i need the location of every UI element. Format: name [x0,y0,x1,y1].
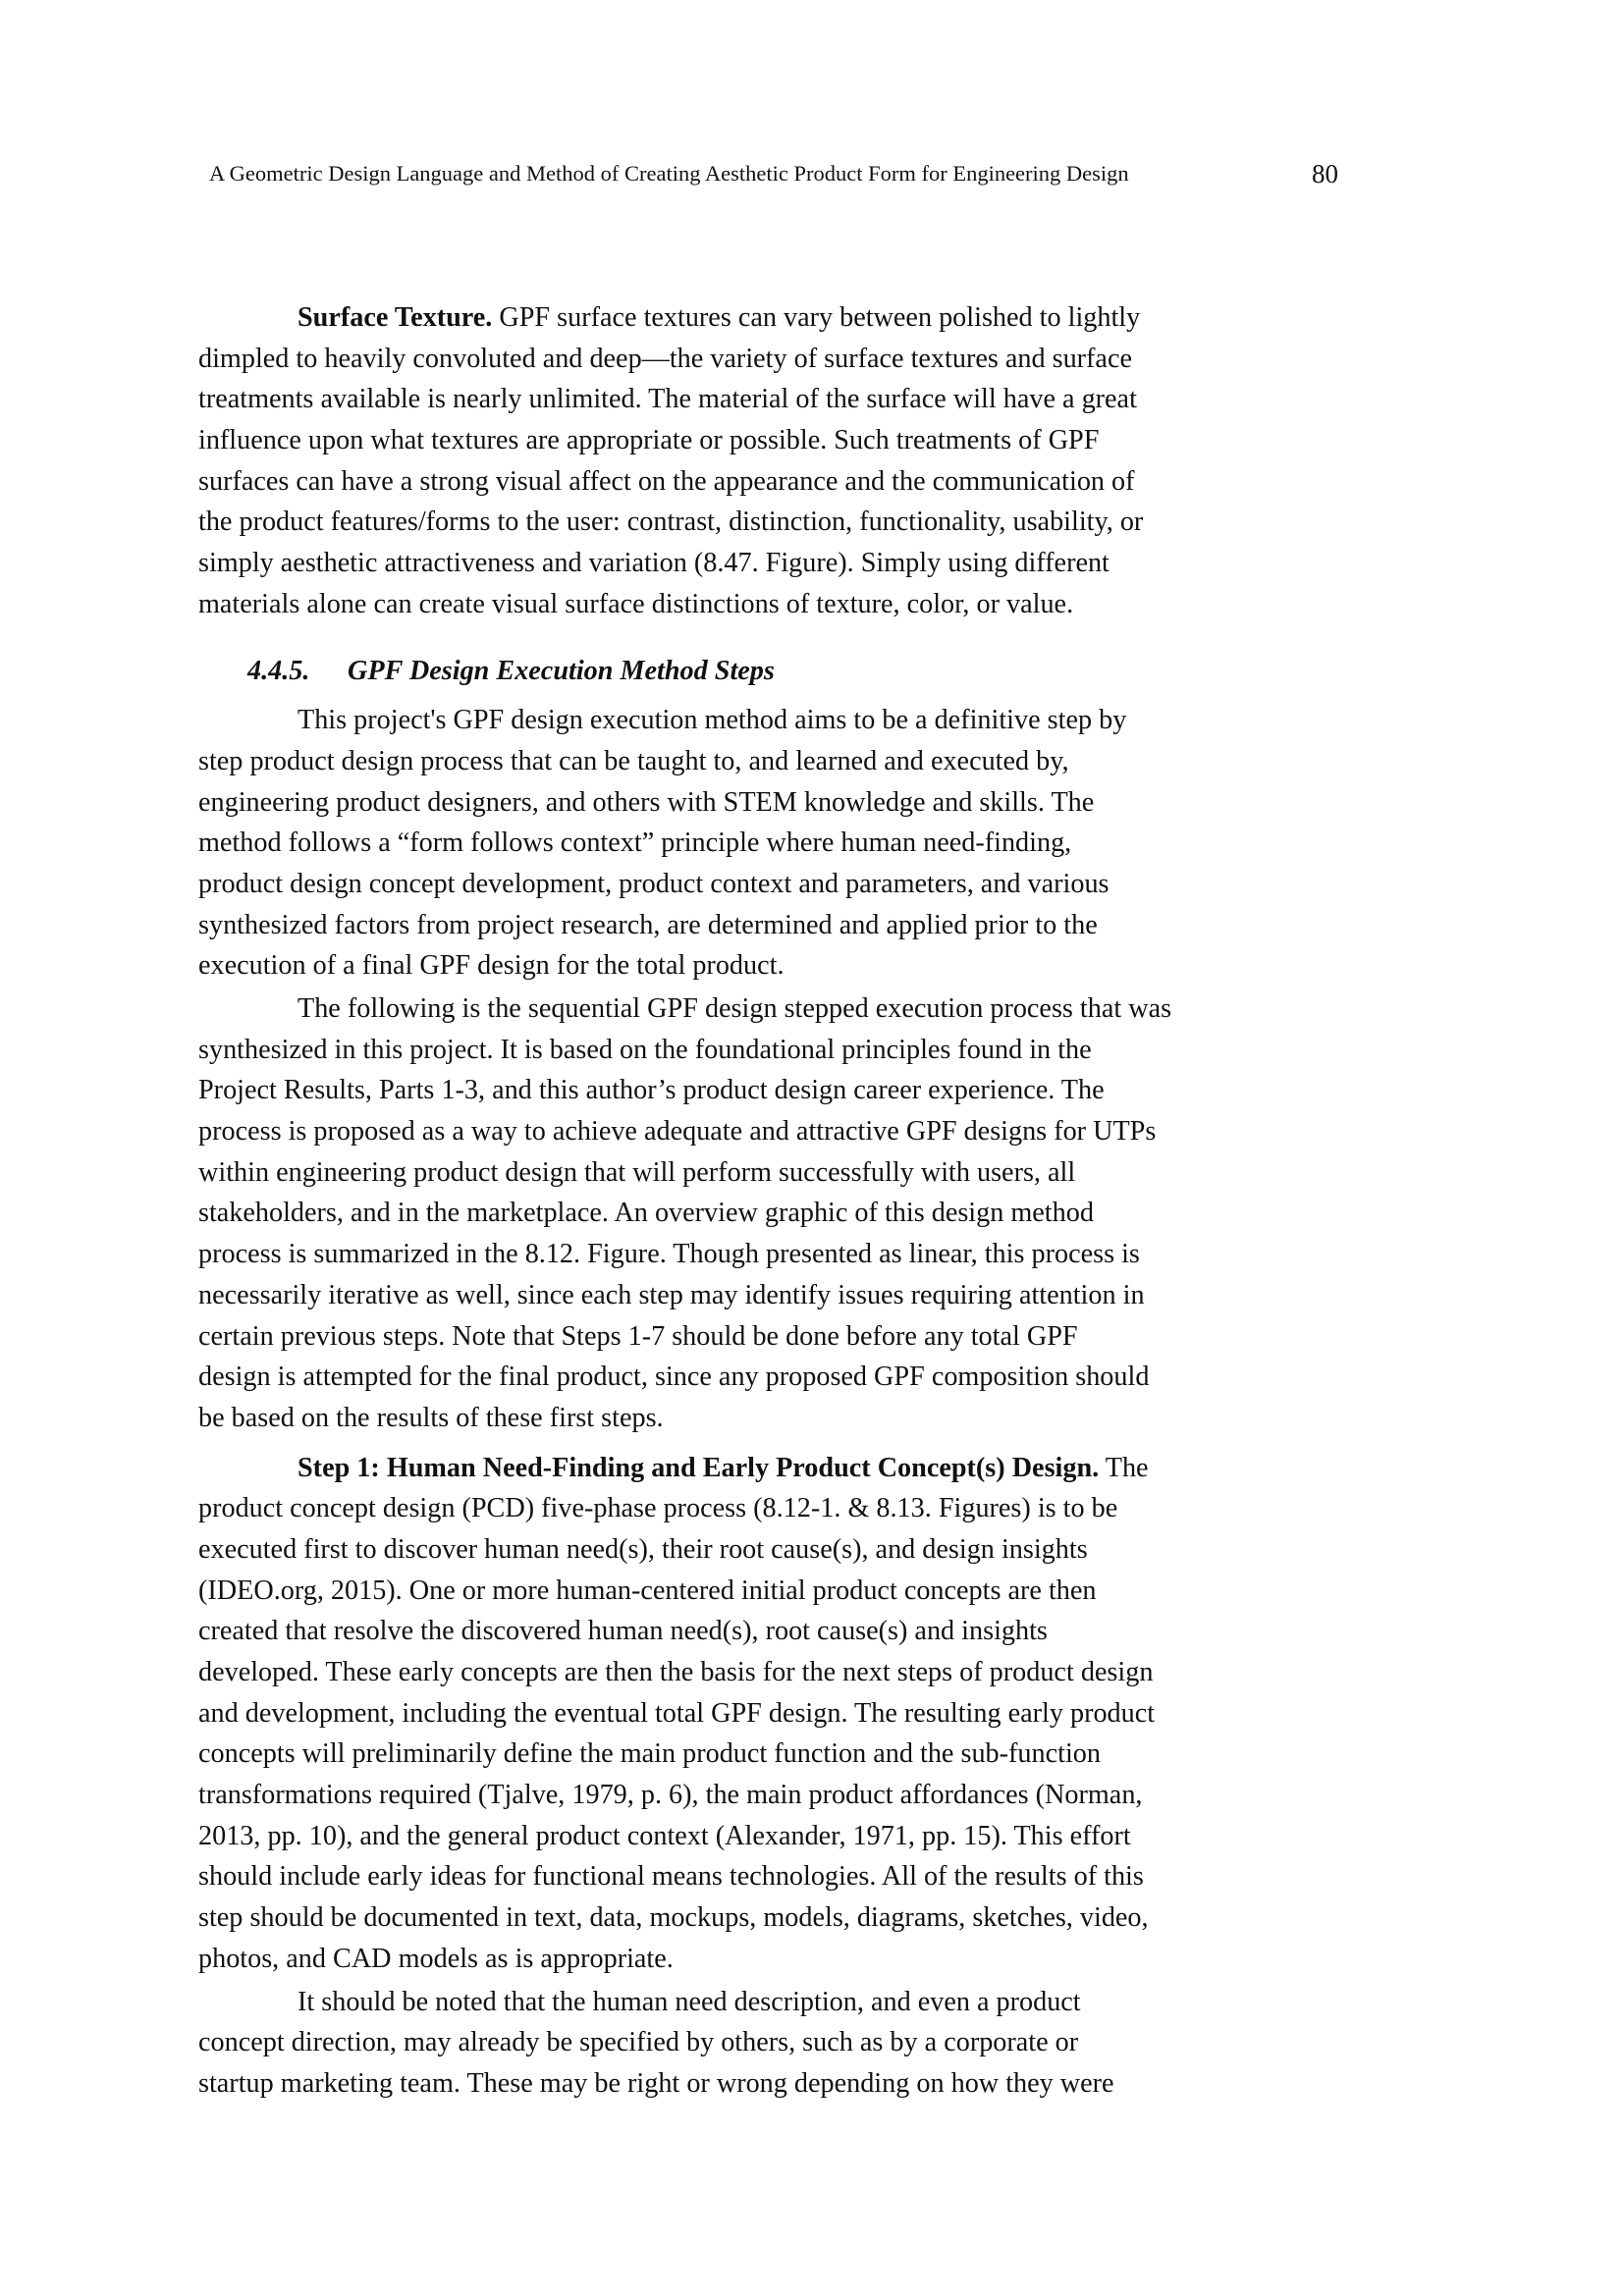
text-line: design is attempted for the final product, since any proposed GPF composition should [198,1362,1150,1393]
text-line: dimpled to heavily convoluted and deep—the variety of surface textures and surface [198,343,1132,374]
text-line: synthesized in this project. It is based on the foundational principles found in the [198,1034,1092,1065]
text-line: certain previous steps. Note that Steps 1-7 should be done before any total GPF [198,1320,1078,1352]
text-line: This project's GPF design execution method aims to be a definitive step by [298,705,1127,736]
text-line: startup marketing team. These may be right or wrong depending on how they were [198,2067,1114,2099]
text-line: treatments available is nearly unlimited. The material of the surface will have a great [198,384,1137,415]
text-line: surfaces can have a strong visual affect on the appearance and the communication of [198,465,1135,497]
paragraph-note [198,1982,1357,2105]
paragraph-method-intro [198,700,1357,987]
text-line: photos, and CAD models as is appropriate. [198,1943,674,1974]
text-line: step product design process that can be taught to, and learned and executed by, [198,745,1069,776]
text-line: created that resolve the discovered human need(s), root cause(s) and insights [198,1616,1048,1647]
paragraph-sequential-process [198,988,1357,1439]
text-line: 2013, pp. 10), and the general product context (Alexander, 1971, pp. 15). This effort [198,1820,1131,1851]
text-line: step should be documented in text, data, mockups, models, diagrams, sketches, video, [198,1902,1149,1934]
section-title: GPF Design Execution Method Steps [348,655,775,686]
text-line: concept direction, may already be specified by others, such as by a corporate or [198,2027,1079,2058]
text-line: process is summarized in the 8.12. Figure. Though presented as linear, this process is [198,1239,1140,1270]
text-line: necessarily iterative as well, since each step may identify issues requiring attention in [198,1279,1145,1310]
text-line: be based on the results of these first steps. [198,1402,664,1433]
text-line: should include early ideas for functional means technologies. All of the results of this [198,1861,1144,1893]
page-number: 80 [1312,159,1338,188]
text-line: engineering product designers, and others with STEM knowledge and skills. The [198,786,1095,818]
text-line: concepts will preliminarily define the main product function and the sub-function [198,1738,1101,1770]
text-line: within engineering product design that will perform successfully with users, all [198,1156,1076,1188]
paragraph-surface-texture [198,297,1357,625]
text-line: and development, including the eventual total GPF design. The resulting early product [198,1697,1156,1729]
text-line: materials alone can create visual surface distinctions of texture, color, or value. [198,588,1074,619]
section-heading [198,651,1357,692]
line-text: The [1099,1452,1149,1483]
running-header [209,155,1338,192]
text-line: synthesized factors from project research, are determined and applied prior to the [198,909,1098,940]
text-line: stakeholders, and in the marketplace. An overview graphic of this design method [198,1198,1094,1229]
text-line: The following is the sequential GPF design stepped execution process that was [298,993,1172,1024]
text-line [198,297,1357,339]
text-line [198,1448,1357,1489]
text-line: method follows a “form follows context” principle where human need-finding, [198,828,1072,859]
text-line: It should be noted that the human need description, and even a product [298,1986,1081,2017]
text-line: the product features/forms to the user: contrast, distinction, functionality, usability, or [198,507,1144,538]
text-line: developed. These early concepts are then the basis for the next steps of product design [198,1657,1154,1687]
text-line: product design concept development, product context and parameters, and various [198,868,1110,899]
run-in-heading: Surface Texture. [298,302,493,333]
text-line: simply aesthetic attractiveness and variation (8.47. Figure). Simply using different [198,548,1110,579]
text-line: execution of a final GPF design for the total product. [198,950,785,982]
page-body [198,297,1357,2105]
run-in-heading: Step 1: Human Need-Finding and Early Product Concept(s) Design. [298,1452,1100,1483]
text-line: transformations required (Tjalve, 1979, p. 6), the main product affordances (Norman, [198,1780,1143,1811]
line-text: GPF surface textures can vary between polished to lightly [492,302,1141,333]
running-title: A Geometric Design Language and Method of Creating Aesthetic Product Form for Engineering Design [209,161,1129,186]
text-line: influence upon what textures are appropriate or possible. Such treatments of GPF [198,425,1100,456]
paragraph-step-1 [198,1448,1357,1980]
text-line: process is proposed as a way to achieve adequate and attractive GPF designs for UTPs [198,1116,1157,1148]
text-line: (IDEO.org, 2015). One or more human-centered initial product concepts are then [198,1575,1097,1606]
section-number: 4.4.5. [247,655,310,686]
text-line: product concept design (PCD) five-phase process (8.12-1. & 8.13. Figures) is to be [198,1493,1118,1524]
text-line: executed first to discover human need(s), their root cause(s), and design insights [198,1533,1088,1565]
text-line: Project Results, Parts 1-3, and this author’s product design career experience. The [198,1075,1105,1106]
